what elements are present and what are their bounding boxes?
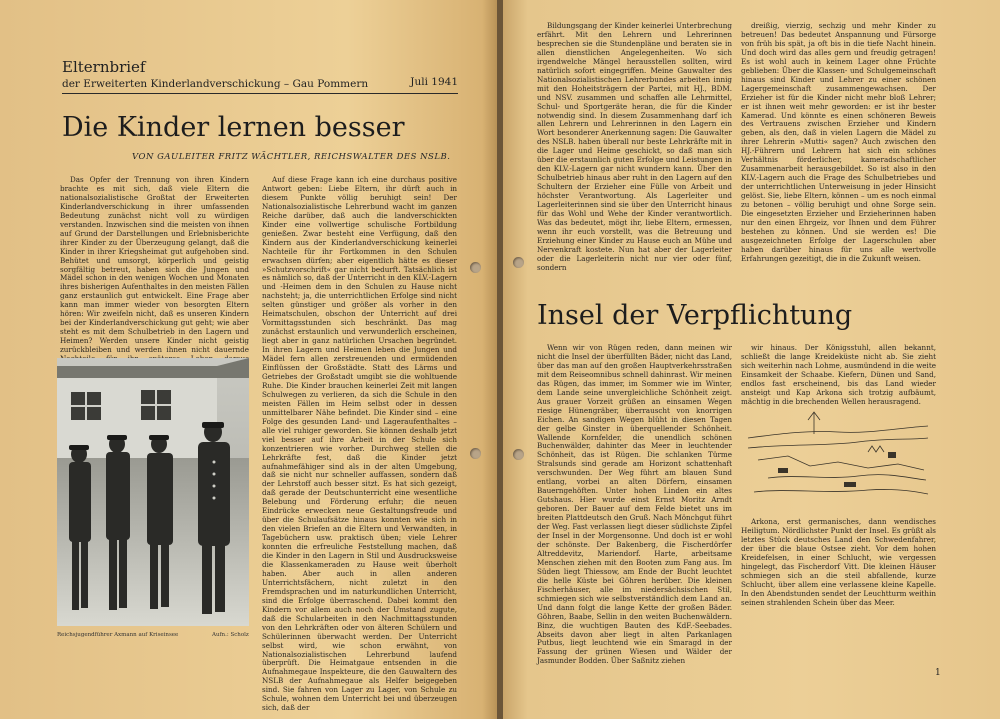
- coastal-sketch: [748, 408, 928, 508]
- article2-headline: Insel der Verpflichtung: [537, 300, 853, 331]
- binding-hole-top: [470, 262, 481, 273]
- masthead: [62, 58, 458, 90]
- article2-col2-top-text: wir hinaus. Der Königsstuhl, allen bekannt, schließt die lange Kreideküste nicht ab. Sie zieht sich weiterhin nach Lohme, ausmündend in die weite Einsamkeit der Schaabe. Kiefern, Dünen und Sand, endlos fast erscheinend, bis das Land wieder ansteigt und Kap Arkona sich trotzig aufbäumt, mächtig in die brechenden Wellen herausragend.: [741, 343, 936, 406]
- article2-column-2-top: [741, 343, 936, 406]
- photo-illustration: [57, 358, 249, 626]
- page-number: 1: [935, 668, 941, 678]
- binding-hole-bottom-right: [513, 449, 524, 460]
- photo-caption: Reichsjugendführer Axmann auf Kriseinsee: [57, 632, 179, 638]
- masthead-rule: [62, 93, 458, 94]
- newsletter-title: Elternbrief: [62, 58, 146, 76]
- article2-column-1: [537, 344, 732, 670]
- article1-headline: Die Kinder lernen besser: [62, 112, 405, 143]
- article1-col2-text: Auf diese Frage kann ich eine durchaus positive Antwort geben: Liebe Eltern, ihr dürft auch in diesem Punkte völlig beruhigt sein! Der Nationalsozialistische Lehrerbund wacht im ganzen Reiche darüber, daß auch die landverschickten Kinder eine vollwertige schulische Fortbildung genießen. Zwar besteht eine Verfügung, daß den Kindern aus der Kinderlandverschickung keinerlei Nachteile für ihr Fortkommen in den Schulen erwachsen dürfen; aber eigentlich hätte es dieser »Schutzvorschrift« gar nicht bedurft. Tatsächlich ist es nämlich so, daß der Unterricht in den KLV.-Lagern und -Heimen dem in den Schulen zu Hause nicht nachsteht; ja, die unterrichtlichen Erfolge sind nicht selten günstiger und größer als vorher in den Heimatschulen, obschon der Unterricht auf drei Vormittagsstunden sich beschränkt. Das mag zunächst erstaunlich und verwunderlich erscheinen, liegt aber in ganz natürlichen Ursachen begründet. In ihren Lagern und Heimen leben die Jungen und Mädel fern allen zerstreuenden und ermüdenden Einflüssen der Großstädte. Statt des Lärms und Getriebes der Großstadt umgibt sie die wohltuende Ruhe. Die Kinder brauchen keinerlei Zeit mit langen Schulwegen zu verlieren, da sich die Schule in den meisten Fällen im Heim selbst oder in dessen unmittelbarer Nähe befindet. Die Kinder sind – eine Folge des gesunden Land- und Lageraufenthaltes – alle viel ruhiger geworden. Sie können deshalb jetzt viel besser auf ihre Arbeit in der Schule sich konzentrieren wie vorher. Durchweg stellen die Lehrkräfte fest, daß die Kinder jetzt aufnahmefähiger sind als in der alten Umgebung, daß sie nicht nur schneller auffassen, sondern daß der Lehrstoff auch besser sitzt. Es hat sich gezeigt, daß gerade der Deutschunterricht eine wesentliche Belebung und Förderung erfuhr; die neuen Eindrücke erwecken neue Gestaltungsfreude und über die Schulaufsätze hinaus konnten wie sich in den vielen Briefen an die Eltern und Verwandten, in Tagebüchern usw. praktisch üben; viele Lehrer konnten die erfreuliche Feststellung machen, daß die Kinder in den Lagern in Stil und Ausdrucksweise die Klassenkameraden zu Hause weit überholt haben. Aber auch in allen anderen Unterrichtsfächern, nicht zuletzt in den Fremdsprachen und im naturkundlichen Unterricht, sind die Erfolge überraschend. Dabei kommt den Kindern vor allem auch noch der Umstand zugute, daß die Schularbeiten in den Nachmittagsstunden von den Lehrkräften oder von älteren Schülern und Schülerinnen überwacht werden. Der Unterricht selbst wird, wie schon erwähnt, von Nationalsozialistischen Lehrerbund laufend überprüft. Die Heimatgaue entsenden in die Aufnahmegaue Inspekteure, die den Gauwaltern des NSLB der Aufnahmegaue als Helfer beigegeben sind. Sie fahren von Lager zu Lager, von Schule zu Schule, wohnen dem Unterricht bei und überzeugen sich, daß der: [262, 175, 457, 713]
- article2-col1-text: Wenn wir von Rügen reden, dann meinen wir nicht die Insel der überfüllten Bäder, nicht das Land, über das man auf den großen Hauptverkehrsstraßen mit dem Reiseomnibus schnell dahinrast. Wir meinen das Rügen, das immer, im Sommer wie im Winter, dem Lande seine unvergleichliche Schönheit zeigt. Aus grauer Vorzeit grüßen an einsamen Wegen riesige Hünengräber, überrauscht von knorrigen Eichen. An sandigen Wegen blüht in diesen Tagen der gelbe Ginster in überquellender Schönheit. Wallende Kornfelder, die unendlich schönen Buchenwälder, dahinter das Meer in leuchtender Schönheit, das ist Rügen. Die schlanken Türme Stralsunds sind gerade am Horizont schattenhaft verschwunden. Der Weg führt am blauen Sund entlang, vorbei an alten Dörfern, einsamen Bauerngehöften. Unter hohen Linden ein altes Gutshaus. Hier wurde einst Ernst Moritz Arndt geboren. Der Bauer auf dem Felde bietet uns im breiten Plattdeutsch den Gruß. Nach Mönchgut führt der Weg. Fast verlassen liegt dieser südlichste Zipfel der Insel in der Morgensonne. Und doch ist er wohl der schönste. Der Bakenberg, die Fischerdörfer Altreddevitz, Mariendorf. Harte, arbeitsame Menschen ziehen mit den Booten zum Fang aus. Im Süden liegt Thiessow, am Ende der Bucht leuchtet die helle Küste bei Göhren herüber. Die kleinen Fischerhäuser, alle im niedersächsischen Stil, schmiegen sich wie selbstverständlich dem Land an. Und dann folgt die lange Kette der großen Bäder. Göhren, Baabe, Sellin in den weiten Buchenwäldern. Binz, die wuchtigen Bauten des KdF.-Seebades. Abseits davon aber liegt in alten Parkanlagen Putbus, liegt leuchtend wie ein Smaragd in der Fassung der grünen Wiesen und Wälder der Jasmunder Bodden. Über Saßnitz ziehen: [537, 343, 732, 666]
- newsletter-subtitle: der Erweiterten Kinderlandverschickung – Gau Pommern: [62, 78, 369, 90]
- article2-col2-bottom-text: Arkona, erst germanisches, dann wendisches Heiligtum. Nördlichster Punkt der Insel. Es grüßt als letztes Stück deutsches Land den Schwedenfahrer, der über die blaue Ostsee zieht. Vor dem hohen Kreidefelsen, in einer Schlucht, wie vergessen hingelegt, das Fischerdorf Vitt. Die kleinen Häuser schmiegen sich an die steil abfallende, kurze Schlucht, über allem eine verlassene kleine Kapelle. In den Abendstunden sendet der Leuchtturm weithin seinen strahlenden Schein über das Meer.: [741, 517, 936, 607]
- binding-hole-bottom: [470, 448, 481, 459]
- issue-date: Juli 1941: [410, 76, 458, 88]
- article1-column-2: [262, 175, 457, 713]
- binding-hole-top-right: [513, 257, 524, 268]
- left-page: [0, 0, 497, 719]
- continuation-column-2: [741, 22, 936, 276]
- photo-credit: Aufn.: Scholz: [212, 632, 249, 638]
- article1-col1-text: Das Opfer der Trennung von ihren Kindern brachte es mit sich, daß viele Eltern die nationalsozialistische Großtat der Erweiterten Kinderlandverschickung in ihrer umfassenden Bedeutung zunächst nicht voll zu würdigen verstanden. Inzwischen sind die meisten von ihnen auf Grund der Darstellungen und Erlebnisberichte ihrer Kinder zu der Überzeugung gelangt, daß die Kinder in ihrer Kriegsheimat gut aufgehoben sind. Behütet und umsorgt, körperlich und geistig sorgfältig betreut, haben sich die Jungen und Mädel schon in den wenigen Wochen und Monaten ihres bisherigen Aufenthaltes in den meisten Fällen ganz erstaunlich gut entwickelt. Eine Frage aber kann man immer wieder von besorgten Eltern hören: Wir zweifeln nicht, daß es unseren Kindern bei der Kinderlandverschickung gut geht; wie aber steht es mit dem Schulbetrieb in den Lagern und Heimen? Werden unsere Kinder nicht geistig zurückbleiben und werden ihnen nicht dauernde: [60, 175, 249, 355]
- photo-uniformed-men: [57, 358, 249, 626]
- continuation-column-1: [537, 21, 732, 272]
- article1-column-1: [60, 175, 249, 355]
- continuation-col2-text: dreißig, vierzig, sechzig und mehr Kinder zu betreuen! Das bedeutet Anspannung und Fürsorge von früh bis spät, ja oft bis in die tiefe Nacht hinein. Und doch wird das alles gern und freudig getragen! Es ist wohl auch in keinem Lager ohne Früchte geblieben: Über die Klassen- und Schulgemeinschaft hinaus sind Kinder und Lehrer zu einer schönen Lagergemeinschaft zusammengewachsen. Der Erzieher ist für die Kinder nicht mehr bloß Lehrer; er ist ihnen weit mehr geworden: er ist ihr bester Kamerad. Und könnte es einen schöneren Beweis des Vertrauens zwischen Erzieher und Kindern geben, als den, daß in vielen Lagern die Mädel zu ihrer Lehrerin »Mutti« sagen? Auch zwischen den HJ.-Führern und Lehrern hat sich ein schönes Verhältnis förderlicher, kameradschaftlicher Zusammenarbeit herausgebildet. So ist also in den KLV.-Lagern auch die Frage des Schulbetriebes und der unterrichtlichen Unterweisung in jeder Hinsicht gelöst. Sie, liebe Eltern, können – um es noch einmal zu betonen – völlig beruhigt und ohne Sorge sein. Die eingesetzten Erzieher und Erzieherinnen haben nur den einen Ehrgeiz, vor Ihnen und dem Führer bestehen zu können. Und sie werden es! Die ausgezeichneten Erfolge der Lagerschulen aber haben darüber hinaus für uns alle wertvolle Erfahrungen gezeitigt, die in die Zukunft weisen.: [741, 21, 936, 263]
- article1-byline: VON GAULEITER FRITZ WÄCHTLER, REICHSWALTER DES NSLB.: [132, 152, 451, 162]
- article2-column-2-bottom: [741, 518, 936, 668]
- continuation-col1-text: Bildungsgang der Kinder keinerlei Unterbrechung erfährt. Mit den Lehrern und Lehrerinnen besprechen sie die Stundenpläne und beraten sie in allen dienstlichen Angelegenheiten. Wo sich irgendwelche Mängel herausstellen sollten, wird natürlich sofort eingegriffen. Meine Gauwalter des Nationalsozialistischen Lehrerbundes arbeiten innig mit den Hoheitsträgern der Partei, mit HJ., BDM. und NSV. zusammen und schaffen alle Lehrmittel, Schul- und Sportgeräte heran, die für die Kinder notwendig sind. In diesem Zusammenhang darf ich allen Lehrern und Lehrerinnen in den Lagern ein Wort besonderer Anerkennung sagen: Die Gauwalter des NSLB. haben überall nur beste Lehrkräfte mit in die Lager und Heime geschickt, so daß man sich über die erstaunlich guten Erfolge und Leistungen in den KLV.-Lagern gar nicht wundern kann. Über den Schulbetrieb hinaus aber ruht in den Lagern auf den Schultern der Erzieher eine Fülle von Arbeit und höchster Verantwortung. Als Lagerleiter und Lagerleiterinnen sind sie über den Unterricht hinaus für das Wohl und Wehe der Kinder verantwortlich. Was das bedeutet, mögt ihr, liebe Eltern, ermessen, wenn ihr euch vorstellt, was die Betreuung und Erziehung einer Kinder zu Hause euch an Mühe und Nervenkraft kostete. Nun hat aber der Lagerleiter oder die Lagerleiterin nicht nur vier oder fünf, sondern: [537, 21, 732, 272]
